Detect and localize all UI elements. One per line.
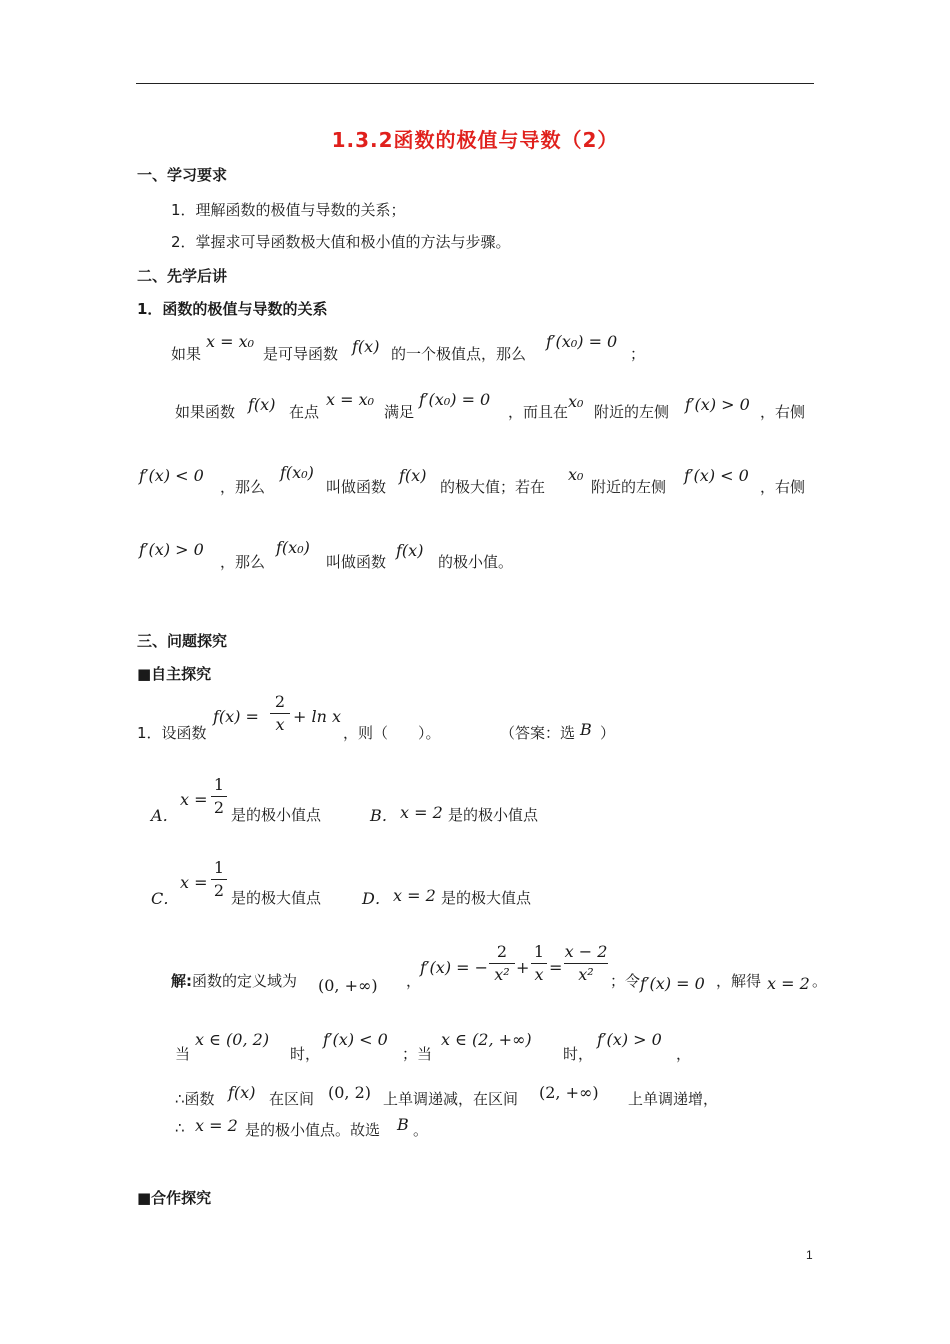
math-fprime-x-lt-0: f′(x) < 0 <box>139 466 204 485</box>
text-fragment: 函数的定义域为 <box>192 972 298 990</box>
option-c-label: C． <box>151 889 180 908</box>
page-number: 1 <box>806 1248 813 1262</box>
text-fragment: 叫做函数 <box>326 553 387 571</box>
math-fprime-x-gt-0: f′(x) > 0 <box>685 395 750 414</box>
section-heading-requirements: 一、学习要求 <box>137 166 228 184</box>
denominator: x² <box>494 965 510 984</box>
denominator: 2 <box>213 881 225 900</box>
fraction-bar <box>489 963 515 964</box>
text-fragment: 的一个极值点，那么 <box>391 345 527 363</box>
text-fragment: 是可导函数 <box>263 345 339 363</box>
math-domain: (0, +∞) <box>318 976 378 995</box>
numerator: 1 <box>533 942 545 961</box>
math-x-in-2-inf: x ∈ (2, +∞) <box>441 1030 532 1049</box>
section-heading-prelearn: 二、先学后讲 <box>137 267 228 285</box>
fraction-2-over-x <box>270 692 290 735</box>
denominator: x² <box>578 965 594 984</box>
math-interval-2-inf: (2, +∞) <box>539 1083 599 1102</box>
option-a-label: A． <box>151 806 179 825</box>
math-fprime-x0-eq-0: f′(x₀) = 0 <box>419 390 491 409</box>
math-x-eq: x = <box>180 790 208 809</box>
math-x0: x₀ <box>568 392 584 411</box>
math-fprime-x-lt-0: f′(x) < 0 <box>323 1030 388 1049</box>
option-a-text: 是的极小值点 <box>231 806 322 824</box>
fraction-bar <box>564 963 608 964</box>
text-fragment: ， <box>406 972 422 990</box>
math-fprime-x0-eq-0: f′(x₀) = 0 <box>546 332 618 351</box>
text-fragment: 当 <box>175 1045 191 1063</box>
text-fragment: 的极小值。 <box>438 553 514 571</box>
math-fx: f(x) <box>248 395 276 414</box>
fraction-1-over-2 <box>211 775 227 818</box>
text-fragment: ； <box>630 345 646 363</box>
fraction-1-over-x <box>531 942 547 985</box>
math-fx: f(x) <box>228 1083 256 1102</box>
math-fprime-x-eq-0: f′(x) = 0 <box>640 974 705 993</box>
fraction-2-over-x-squared <box>489 942 515 985</box>
text-fragment: ，那么 <box>220 478 266 496</box>
solution-label: 解: <box>171 972 192 990</box>
math-x-eq-2: x = 2 <box>393 886 436 905</box>
text-fragment: 在点 <box>289 403 320 421</box>
question-1-answer-close: ） <box>600 724 616 742</box>
option-c-text: 是的极大值点 <box>231 889 322 907</box>
text-fragment: 叫做函数 <box>326 478 387 496</box>
text-fragment: 是的极小值点。故选 <box>245 1121 381 1139</box>
numerator: x − 2 <box>564 942 608 961</box>
text-fragment: ，右侧 <box>760 478 806 496</box>
text-fragment: 附近的左侧 <box>594 403 670 421</box>
numerator: 2 <box>496 942 508 961</box>
option-b-label: B． <box>370 806 398 825</box>
math-fprime-x-eq-minus: f′(x) = − <box>420 958 489 977</box>
denominator: x <box>275 715 285 734</box>
text-fragment: 满足 <box>384 403 415 421</box>
math-x-eq-x0: x = x₀ <box>326 390 375 409</box>
denominator: x <box>534 965 544 984</box>
math-fx: f(x) <box>396 541 424 560</box>
text-fragment: 上单调递增， <box>628 1090 719 1108</box>
header-rule <box>136 83 814 84</box>
option-b-text: 是的极小值点 <box>448 806 539 824</box>
math-plus-lnx: + ln x <box>293 707 342 726</box>
math-interval-0-2: (0, 2) <box>328 1083 372 1102</box>
text-fragment: 时， <box>290 1045 321 1063</box>
math-fprime-x-gt-0: f′(x) > 0 <box>597 1030 662 1049</box>
math-x-eq: x = <box>180 873 208 892</box>
text-fragment: ∴函数 <box>175 1090 215 1108</box>
math-x-eq-2: x = 2 <box>400 803 443 822</box>
text-fragment: 附近的左侧 <box>591 478 667 496</box>
math-fprime-x-gt-0: f′(x) > 0 <box>139 540 204 559</box>
question-1-blank: ，则（ ）。 <box>343 724 441 742</box>
math-fprime-x-lt-0: f′(x) < 0 <box>684 466 749 485</box>
math-equals: = <box>549 958 563 977</box>
option-d-label: D． <box>362 889 391 908</box>
fraction-x-minus-2-over-x-squared <box>564 942 608 985</box>
text-fragment: 。 <box>812 972 828 990</box>
text-fragment: ，那么 <box>220 553 266 571</box>
question-1-lead: 1．设函数 <box>137 724 207 742</box>
text-fragment: ，而且在 <box>508 403 569 421</box>
text-fragment: 时， <box>563 1045 594 1063</box>
fraction-bar <box>211 879 227 880</box>
text-fragment: ，解得 <box>716 972 762 990</box>
math-x-eq-x0: x = x₀ <box>206 332 255 351</box>
question-1-answer-lead: （答案：选 <box>500 724 576 742</box>
text-fragment: ∴ <box>175 1119 185 1137</box>
subsection-heading-relation: 1．函数的极值与导数的关系 <box>137 300 328 318</box>
section-heading-inquiry: 三、问题探究 <box>137 632 228 650</box>
fraction-bar <box>270 713 290 714</box>
text-fragment: 上单调递减，在区间 <box>383 1090 519 1108</box>
fraction-bar <box>211 796 227 797</box>
denominator: 2 <box>213 798 225 817</box>
text-fragment: 在区间 <box>269 1090 315 1108</box>
fraction-bar <box>531 963 547 964</box>
numerator: 1 <box>213 858 225 877</box>
numerator: 1 <box>213 775 225 794</box>
text-fragment: 。 <box>413 1121 429 1139</box>
subsection-heading-cooperative: ■合作探究 <box>137 1189 212 1207</box>
math-fx0: f(x₀) <box>276 538 310 557</box>
text-fragment: 如果函数 <box>175 403 236 421</box>
requirement-item-1: 1．理解函数的极值与导数的关系； <box>171 201 406 219</box>
text-fragment: ，右侧 <box>760 403 806 421</box>
math-fx0: f(x₀) <box>280 463 314 482</box>
text-fragment: ， <box>676 1045 692 1063</box>
math-fx-eq: f(x) = <box>213 707 259 726</box>
option-d-text: 是的极大值点 <box>441 889 532 907</box>
solution-line-1 <box>171 970 297 991</box>
text-fragment: ；令 <box>610 972 641 990</box>
math-plus: + <box>516 958 530 977</box>
math-x-eq-2: x = 2 <box>767 974 810 993</box>
math-B: B <box>397 1115 409 1134</box>
text-fragment: 如果 <box>171 345 202 363</box>
math-answer-B: B <box>580 720 592 739</box>
text-fragment: 的极大值；若在 <box>440 478 546 496</box>
numerator: 2 <box>274 692 286 711</box>
math-fx: f(x) <box>399 466 427 485</box>
math-fx: f(x) <box>352 337 380 356</box>
page-title: 1.3.2函数的极值与导数（2） <box>331 128 619 152</box>
text-fragment: ；当 <box>402 1045 433 1063</box>
math-x-eq-2: x = 2 <box>195 1116 238 1135</box>
requirement-item-2: 2．掌握求可导函数极大值和极小值的方法与步骤。 <box>171 233 511 251</box>
subsection-heading-self-study: ■自主探究 <box>137 665 212 683</box>
fraction-1-over-2 <box>211 858 227 901</box>
math-x0: x₀ <box>568 465 584 484</box>
math-x-in-0-2: x ∈ (0, 2) <box>195 1030 270 1049</box>
